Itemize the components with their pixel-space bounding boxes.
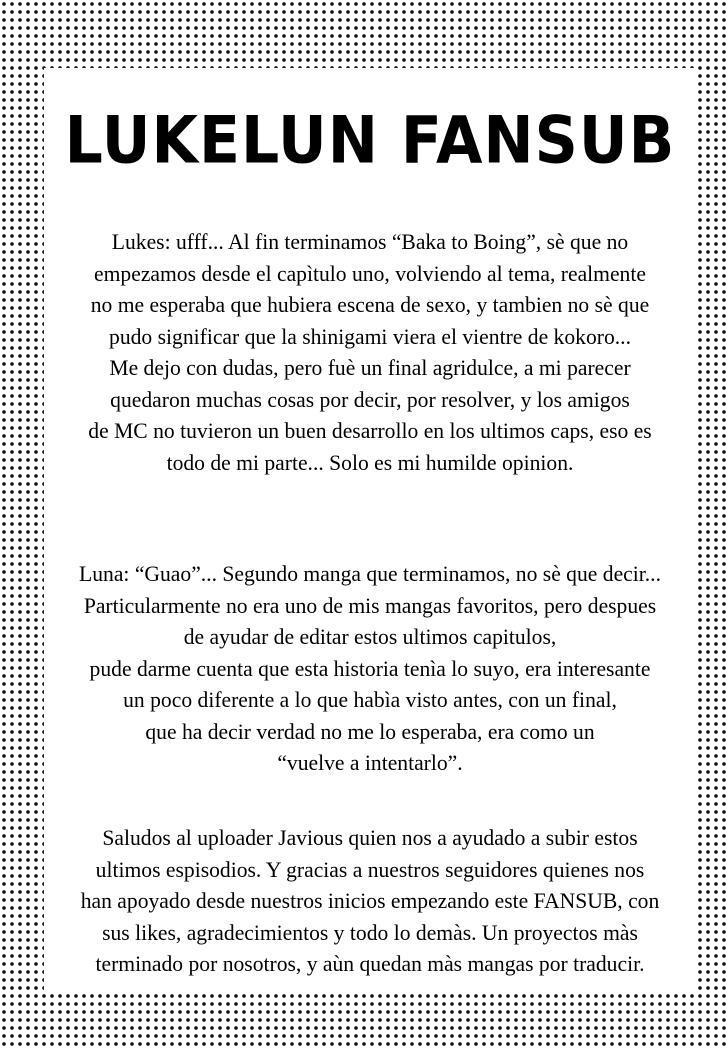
text-line: sus likes, agradecimientos y todo lo demàs. Un proyectos màs: [102, 919, 638, 945]
paragraph-saludos: [44, 822, 696, 980]
text-line: Saludos al uploader Javious quien nos a ayudado a subir estos: [102, 825, 638, 850]
text-line: empezamos desde el capìtulo uno, volviendo al tema, realmente: [94, 260, 646, 286]
text-line: ultimos espisodios. Y gracias a nuestros seguidores quienes nos: [95, 856, 645, 882]
text-line: Lukes: ufff... Al fin terminamos “Baka to Boing”, sè que no: [111, 229, 629, 254]
text-line: de ayudar de editar estos ultimos capitulos,: [183, 624, 557, 649]
paragraph-lukes: [44, 226, 696, 478]
text-line: Particularmente no era uno de mis mangas favoritos, pero despues: [83, 592, 657, 618]
page-title: LUKELUN FANSUB: [64, 103, 676, 179]
text-line: todo de mi parte... Solo es mi humilde opinion.: [166, 449, 574, 475]
text-line: “vuelve a intentarlo”.: [277, 750, 463, 775]
text-line: Me dejo con dudas, pero fuè un final agridulce, a mi parecer: [109, 355, 631, 380]
text-line: que ha decir verdad no me lo esperaba, era como un: [145, 718, 595, 744]
text-line: un poco diferente a lo que habìa visto antes, con un final,: [123, 687, 617, 712]
text-line: no me esperaba que hubiera escena de sexo, y tambien no sè que: [90, 292, 650, 317]
text-panel: [44, 68, 696, 990]
text-line: han apoyado desde nuestros inicios empezando este FANSUB, con: [80, 888, 660, 913]
text-line: pudo significar que la shinigami viera el vientre de kokoro...: [109, 323, 631, 349]
text-line: de MC no tuvieron un buen desarrollo en los ultimos caps, eso es: [88, 418, 652, 443]
text-line: quedaron muchas cosas por decir, por resolver, y los amigos: [110, 386, 630, 412]
text-line: Luna: “Guao”... Segundo manga que terminamos, no sè que decir...: [79, 561, 661, 586]
text-line: pude darme cuenta que esta historia tenìa lo suyo, era interesante: [89, 655, 651, 681]
text-line: terminado por nosotros, y aùn quedan màs mangas por traducir.: [95, 951, 645, 976]
paragraph-luna: [44, 558, 696, 779]
